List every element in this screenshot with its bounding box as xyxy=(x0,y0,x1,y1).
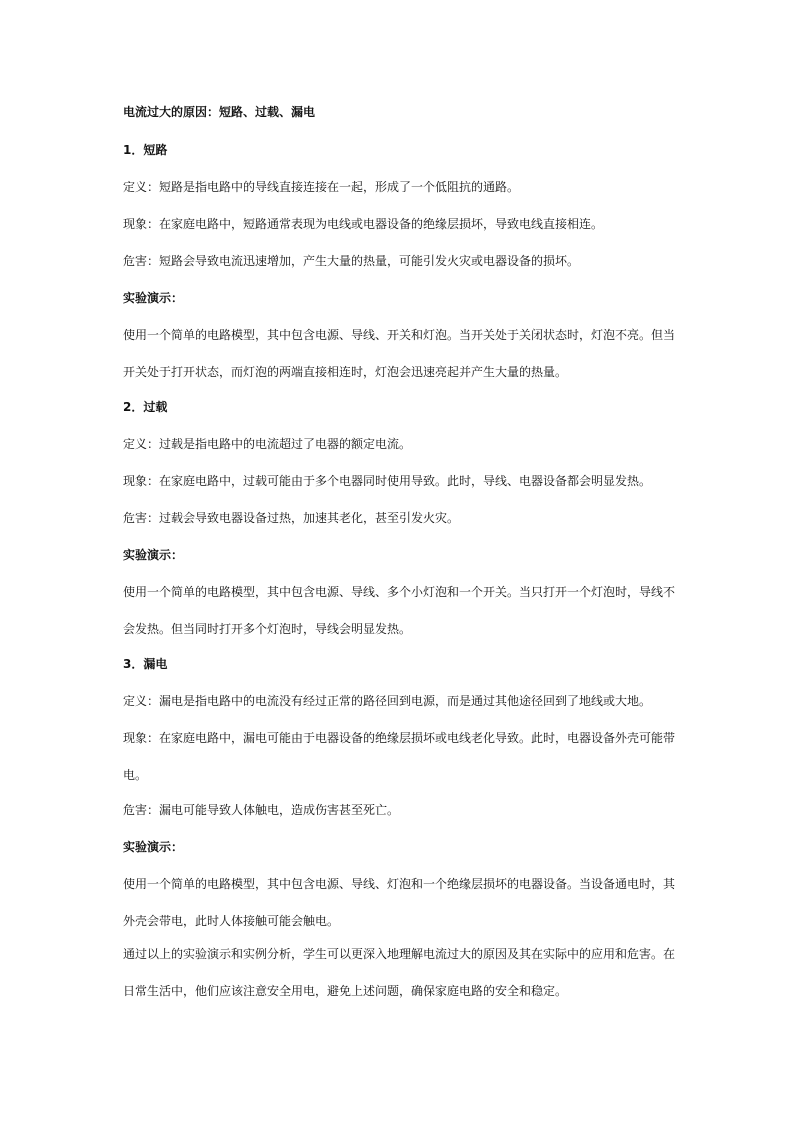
section-heading-overload: 2．过载 xyxy=(123,400,168,414)
conclusion-text: 通过以上的实验演示和实例分析，学生可以更深入地理解电流过大的原因及其在实际中的应用和危害。在日常生活中，他们应该注意安全用电，避免上述问题，确保家庭电路的安全和稳定。 xyxy=(123,947,676,998)
leakage-phenomenon: 现象：在家庭电路中，漏电可能由于电器设备的绝缘层损坏或电线老化导致。此时，电器设备外壳可能带电。 xyxy=(123,731,676,782)
leakage-definition: 定义：漏电是指电路中的电流没有经过正常的路径回到电源，而是通过其他途径回到了地线或大地。 xyxy=(123,694,652,708)
overload-demo-text: 使用一个简单的电路模型，其中包含电源、导线、多个小灯泡和一个开关。当只打开一个灯泡时，导线不会发热。但当同时打开多个灯泡时，导线会明显发热。 xyxy=(123,585,676,636)
overload-phenomenon: 现象：在家庭电路中，过载可能由于多个电器同时使用导致。此时，导线、电器设备都会明显发热。 xyxy=(123,474,652,488)
leakage-hazard: 危害：漏电可能导致人体触电，造成伤害甚至死亡。 xyxy=(123,803,400,817)
short-circuit-definition: 定义：短路是指电路中的导线直接连接在一起，形成了一个低阻抗的通路。 xyxy=(123,180,520,194)
overload-definition: 定义：过载是指电路中的电流超过了电器的额定电流。 xyxy=(123,437,412,451)
section-heading-short-circuit: 1．短路 xyxy=(123,143,168,157)
section-heading-leakage: 3．漏电 xyxy=(123,657,168,671)
leakage-demo-label: 实验演示： xyxy=(123,840,184,854)
leakage-demo-text: 使用一个简单的电路模型，其中包含电源、导线、灯泡和一个绝缘层损坏的电器设备。当设备通电时，其外壳会带电，此时人体接触可能会触电。 xyxy=(123,877,676,928)
overload-hazard: 危害：过载会导致电器设备过热，加速其老化，甚至引发火灾。 xyxy=(123,511,460,525)
short-circuit-phenomenon: 现象：在家庭电路中，短路通常表现为电线或电器设备的绝缘层损坏，导致电线直接相连。 xyxy=(123,217,604,231)
overload-demo-label: 实验演示： xyxy=(123,548,184,562)
document-content xyxy=(123,103,678,1010)
short-circuit-demo-text: 使用一个简单的电路模型，其中包含电源、导线、开关和灯泡。当开关处于关闭状态时，灯泡不亮。但当开关处于打开状态，而灯泡的两端直接相连时，灯泡会迅速亮起并产生大量的热量。 xyxy=(123,328,676,379)
document-title: 电流过大的原因：短路、过载、漏电 xyxy=(123,105,316,119)
short-circuit-hazard: 危害：短路会导致电流迅速增加，产生大量的热量，可能引发火灾或电器设备的损坏。 xyxy=(123,254,580,268)
short-circuit-demo-label: 实验演示： xyxy=(123,291,184,305)
